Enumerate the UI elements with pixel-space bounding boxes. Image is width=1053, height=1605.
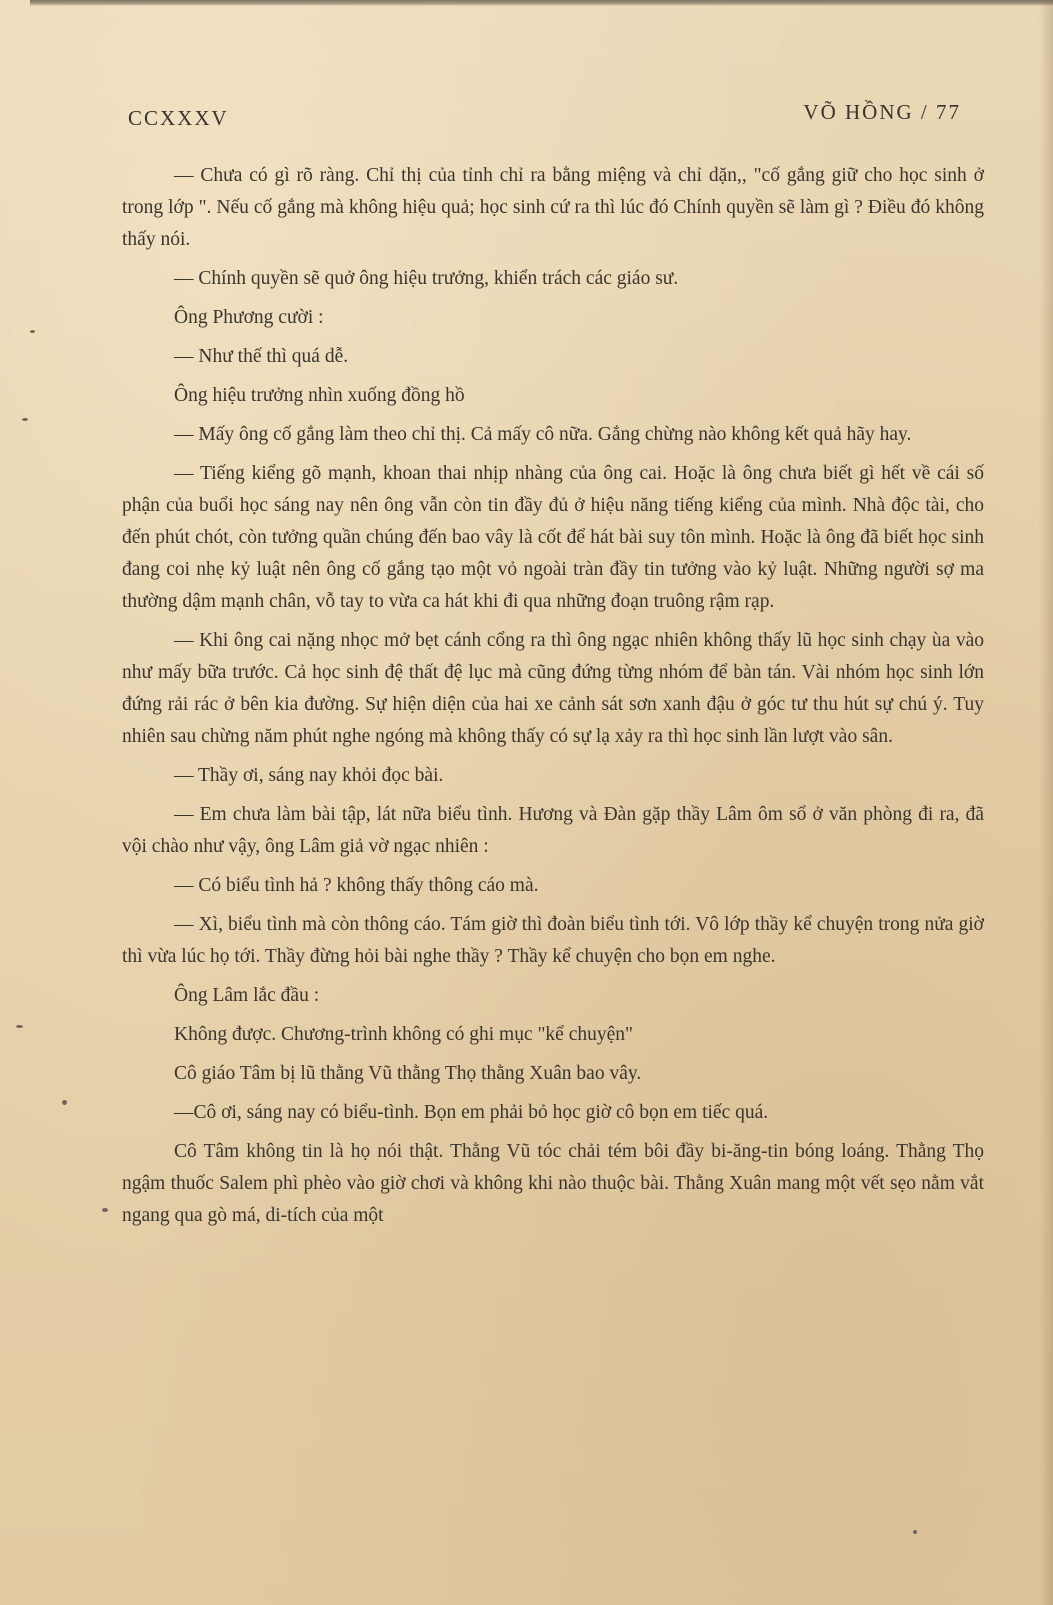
ink-speck [22, 418, 28, 421]
ink-speck [102, 1208, 108, 1212]
ink-speck [30, 330, 35, 333]
chapter-number: CCXXXV [128, 106, 229, 130]
paragraph: Ông Lâm lắc đầu : [174, 985, 320, 1006]
page-header [128, 100, 961, 130]
paragraph: Cô giáo Tâm bị lũ thằng Vũ thằng Thọ thằng Xuân bao vây. [174, 1063, 642, 1084]
running-head-page-number: VÕ HỒNG / 77 [803, 100, 961, 124]
paragraph: Ông Phương cười : [174, 307, 324, 328]
paragraph: — Có biểu tình hả ? không thấy thông cáo mà. [174, 875, 539, 896]
page-right-edge [1039, 0, 1053, 1605]
paragraph: —Cô ơi, sáng nay có biểu-tình. Bọn em phải bỏ học giờ cô bọn em tiếc quá. [174, 1102, 769, 1123]
ink-speck [62, 1100, 67, 1105]
ink-speck [16, 1025, 23, 1028]
ink-speck [913, 1530, 917, 1534]
paragraph: — Xì, biểu tình mà còn thông cáo. Tám giờ thì đoàn biểu tình tới. Vô lớp thầy kể chuyện trong nửa giờ thì vừa lúc họ tới. Thầy đừng hỏi bài nghe thầy ? Thầy kể chuyện cho bọn em nghe. [122, 914, 984, 967]
paragraph: — Mấy ông cố gắng làm theo chỉ thị. Cả mấy cô nữa. Gắng chừng nào không kết quả hãy hay. [174, 424, 912, 445]
paragraph: Ông hiệu trưởng nhìn xuống đồng hồ [174, 385, 465, 406]
paragraph: Không được. Chương-trình không có ghi mục "kể chuyện" [174, 1024, 633, 1045]
paragraph: — Chính quyền sẽ quở ông hiệu trưởng, khiển trách các giáo sư. [174, 268, 679, 289]
paragraph: — Em chưa làm bài tập, lát nữa biểu tình. Hương và Đàn gặp thầy Lâm ôm sổ ở văn phòng đi ra, đã vội chào như vậy, ông Lâm giả vờ ngạc nhiên : [122, 804, 984, 857]
paragraph: — Chưa có gì rõ ràng. Chỉ thị của tỉnh chỉ ra bằng miệng và chỉ dặn,, "cố gắng giữ cho học sinh ở trong lớp ". Nếu cố gắng mà không hiệu quả; học sinh cứ ra thì lúc đó Chính quyền sẽ làm gì ? Điều đó không thấy nói. [122, 165, 984, 250]
paragraph: — Khi ông cai nặng nhọc mở bẹt cánh cổng ra thì ông ngạc nhiên không thấy lũ học sinh chạy ùa vào như mấy bữa trước. Cả học sinh đệ thất đệ lục mà cũng đứng từng nhóm để bàn tán. Vài nhóm học sinh lớn đứng rải rác ở bên kia đường. Sự hiện diện của hai xe cảnh sát sơn xanh đậu ở góc tư thu hút sự chú ý. Tuy nhiên sau chừng năm phút nghe ngóng mà không thấy có sự lạ xảy ra thì học sinh lần lượt vào sân. [122, 630, 984, 747]
paragraph: — Thầy ơi, sáng nay khỏi đọc bài. [174, 765, 444, 786]
body-text [122, 160, 984, 1239]
paragraph: — Như thế thì quá dễ. [174, 346, 349, 367]
paragraph: Cô Tâm không tin là họ nói thật. Thằng Vũ tóc chải tém bôi đầy bi-ăng-tin bóng loáng. Thằng Thọ ngậm thuốc Salem phì phèo vào giờ chơi và không khi nào thuộc bài. Thằng Xuân mang một vết sẹo nằm vắt ngang qua gò má, di-tích của một [122, 1141, 984, 1226]
paragraph: — Tiếng kiểng gõ mạnh, khoan thai nhịp nhàng của ông cai. Hoặc là ông chưa biết gì hết về cái số phận của buổi học sáng nay nên ông vẫn còn tin đầy đủ ở hiệu năng tiếng kiểng của mình. Nhà độc tài, cho đến phút chót, còn tưởng quần chúng đến bao vây là cốt để hát bài suy tôn mình. Hoặc là ông đã biết học sinh đang coi nhẹ kỷ luật nên ông cố gắng tạo một vỏ ngoài tràn đầy tin tưởng vào kỷ luật. Những người sợ ma thường dậm mạnh chân, vỗ tay to vừa ca hát khi đi qua những đoạn truông rậm rạp. [122, 463, 984, 612]
page-top-edge [30, 0, 1053, 6]
